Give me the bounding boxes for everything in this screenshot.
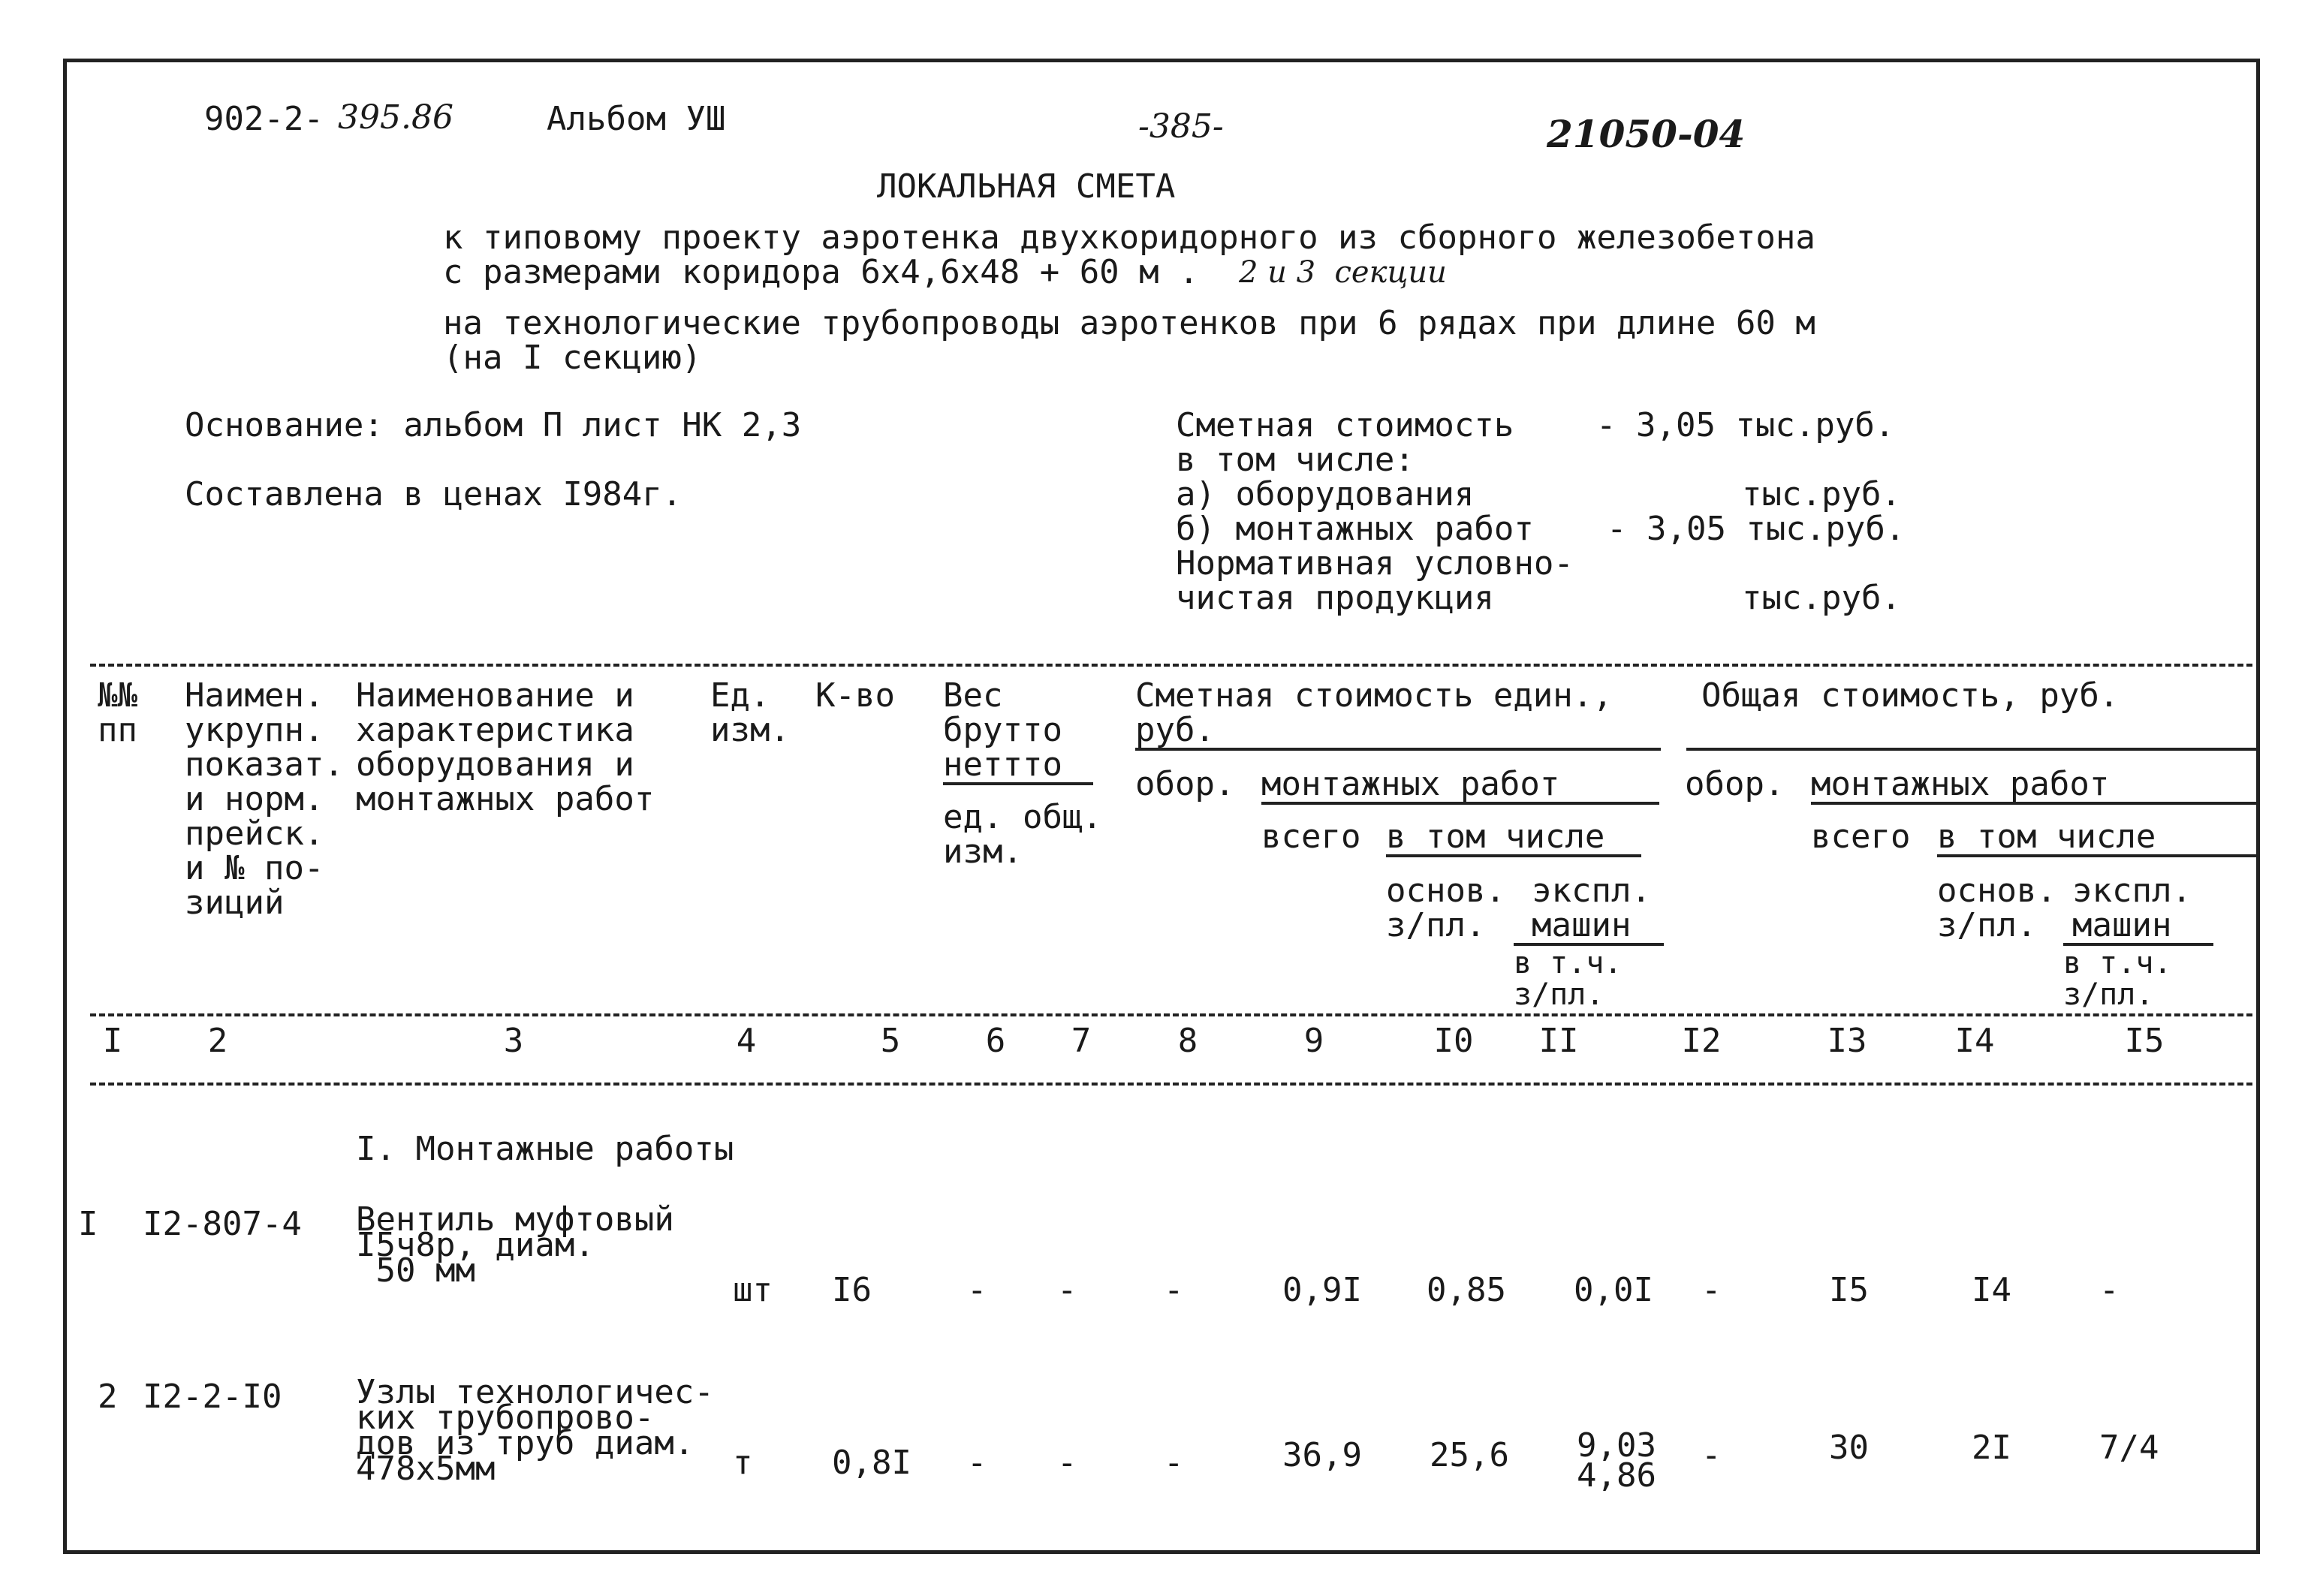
cost-line-6-label: чистая продукция xyxy=(1176,579,1494,617)
col-number: 4 xyxy=(736,1022,757,1060)
col-header-obor-total: обор. xyxy=(1685,765,1785,803)
row-2-c15: 7/4 xyxy=(2099,1429,2159,1467)
row-1-c12: - xyxy=(1701,1271,1722,1309)
row-1-unit: шт xyxy=(733,1271,773,1309)
col-number: 6 xyxy=(985,1022,1006,1060)
row-1-name: Вентиль муфтовый I5ч8р, диам. 50 мм xyxy=(356,1200,674,1290)
col-header-vtch: в т.ч. з/пл. xyxy=(1514,946,1623,1012)
col-number: 3 xyxy=(503,1022,524,1060)
col-header-name: Наименование и характеристика оборудования и монтажных работ xyxy=(356,676,655,818)
row-1-c10: 0,85 xyxy=(1427,1271,1506,1309)
col-header-total-cost: Общая стоимость, руб. xyxy=(1701,676,2120,715)
col-header-v-tom-total: в том числе xyxy=(1937,818,2156,856)
cost-line-4-label: б) монтажных работ xyxy=(1176,510,1534,548)
col-header-unit-cost: Сметная стоимость един., xyxy=(1135,676,1613,715)
row-2-c9: 36,9 xyxy=(1282,1436,1362,1474)
col-header-ekspl: экспл. xyxy=(1532,872,1651,910)
page-number: -385- xyxy=(1138,107,1224,146)
row-2-c13: 30 xyxy=(1829,1429,1869,1467)
row-1-qty: I6 xyxy=(832,1271,872,1309)
row-2-qty: 0,8I xyxy=(832,1444,911,1482)
cost-line-2-label: в том числе: xyxy=(1176,441,1415,479)
col-header-qty: К-во xyxy=(815,676,895,715)
cost-line-3-label: а) оборудования xyxy=(1176,475,1475,513)
col-header-number: №№ пп xyxy=(98,676,137,749)
col-number: II xyxy=(1538,1022,1579,1060)
title-line-2-handwritten: 2 и 3 секции xyxy=(1239,255,1447,290)
col-header-weight-net: неттто xyxy=(943,745,1062,784)
row-2-code: I2-2-I0 xyxy=(143,1378,282,1416)
row-2-c12: - xyxy=(1701,1436,1722,1474)
col-header-osnov-total: основ. з/пл. xyxy=(1937,872,2056,944)
cost-line-3-value: тыс.руб. xyxy=(1742,475,1901,513)
col-header-mashin: машин xyxy=(1532,906,1632,944)
row-2-c10: 25,6 xyxy=(1430,1436,1509,1474)
section-title: I. Монтажные работы xyxy=(356,1130,734,1168)
col-number: I2 xyxy=(1681,1022,1722,1060)
doc-number: 21050-04 xyxy=(1547,112,1746,156)
cost-line-1-value: - 3,05 тыс.руб. xyxy=(1596,406,1895,444)
row-2-c11: 9,03 4,86 xyxy=(1577,1426,1656,1495)
header-mid-rule xyxy=(90,1013,2252,1016)
col-number: I4 xyxy=(1954,1022,1995,1060)
col-number: I3 xyxy=(1827,1022,1867,1060)
col-header-montazh: монтажных работ xyxy=(1261,765,1560,803)
col-number: 9 xyxy=(1303,1022,1324,1060)
row-1-number: I xyxy=(78,1205,98,1243)
col-header-v-tom: в том числе xyxy=(1386,818,1605,856)
weight-underline xyxy=(943,782,1093,785)
cost-line-1-label: Сметная стоимость xyxy=(1176,406,1514,444)
title-line-1: к типовому проекту аэротенка двухкоридорного из сборного железобетона xyxy=(443,218,1815,257)
cost-line-4-value: - 3,05 тыс.руб. xyxy=(1607,510,1906,548)
row-1-c13: I5 xyxy=(1829,1271,1869,1309)
total-cost-underline xyxy=(1686,748,2260,751)
basis-sostavlena: Составлена в ценах I984г. xyxy=(185,475,682,513)
col-number: I5 xyxy=(2124,1022,2165,1060)
col-header-unit-cost-rub: руб. xyxy=(1135,711,1215,749)
row-2-unit: т xyxy=(733,1444,753,1482)
col-header-vsego: всего xyxy=(1261,818,1361,856)
col-number: I0 xyxy=(1433,1022,1474,1060)
page-title: ЛОКАЛЬНАЯ СМЕТА xyxy=(877,167,1176,206)
col-header-weight: Вес брутто xyxy=(943,676,1062,749)
row-1-code: I2-807-4 xyxy=(143,1205,302,1243)
title-line-3: на технологические трубопроводы аэротенков при 6 рядах при длине 60 м xyxy=(443,304,1815,342)
col-header-montazh-total: монтажных работ xyxy=(1811,765,2110,803)
col-header-code: Наимен. укрупн. показат. и норм. прейск. и № по- зиций xyxy=(185,676,344,922)
title-line-2: с размерами коридора 6х4,6х48 + 60 м . xyxy=(443,253,1199,291)
cost-line-5-label: Нормативная условно- xyxy=(1176,544,1574,583)
unit-cost-underline xyxy=(1135,748,1661,751)
montazh-underline xyxy=(1261,802,1659,805)
row-2-c7: - xyxy=(1057,1444,1077,1482)
v-tom-total-underline xyxy=(1937,854,2260,857)
col-header-weight-units: ед. общ. изм. xyxy=(943,798,1102,871)
row-1-c15: - xyxy=(2099,1271,2120,1309)
basis-osnovanie: Основание: альбом П лист НК 2,3 xyxy=(185,406,802,444)
col-number: 2 xyxy=(207,1022,228,1060)
col-header-vsego-total: всего xyxy=(1811,818,1911,856)
row-2-c6: - xyxy=(967,1444,987,1482)
col-number: 8 xyxy=(1177,1022,1198,1060)
row-2-name: Узлы технологичес- ких трубопрово- дов из труб диам. 478х5мм xyxy=(356,1373,714,1488)
row-1-c7: - xyxy=(1057,1271,1077,1309)
col-header-ekspl-total: экспл. xyxy=(2072,872,2192,910)
v-tom-underline xyxy=(1386,854,1641,857)
row-2-c14: 2I xyxy=(1972,1429,2011,1467)
header-bottom-rule xyxy=(90,1083,2252,1086)
header-top-rule xyxy=(90,664,2252,667)
doc-code-prefix: 902-2- xyxy=(204,100,324,138)
cost-line-6-value: тыс.руб. xyxy=(1742,579,1901,617)
col-number: I xyxy=(102,1022,123,1060)
album-label: Альбом УШ xyxy=(547,100,726,138)
row-2-c8: - xyxy=(1164,1444,1184,1482)
col-number: 7 xyxy=(1071,1022,1092,1060)
row-1-c11: 0,0I xyxy=(1574,1271,1653,1309)
montazh-total-underline xyxy=(1811,802,2260,805)
col-header-mashin-total: машин xyxy=(2072,906,2172,944)
row-1-c6: - xyxy=(967,1271,987,1309)
col-header-unit: Ед. изм. xyxy=(710,676,790,749)
col-number: 5 xyxy=(880,1022,901,1060)
doc-code-handwritten: 395.86 xyxy=(338,98,453,137)
row-1-c8: - xyxy=(1164,1271,1184,1309)
row-1-c9: 0,9I xyxy=(1282,1271,1362,1309)
col-header-osnov: основ. з/пл. xyxy=(1386,872,1505,944)
row-2-number: 2 xyxy=(98,1378,118,1416)
title-line-4: (на I секцию) xyxy=(443,339,702,377)
col-header-vtch-total: в т.ч. з/пл. xyxy=(2063,946,2172,1012)
row-1-c14: I4 xyxy=(1972,1271,2011,1309)
col-header-obor: обор. xyxy=(1135,765,1235,803)
